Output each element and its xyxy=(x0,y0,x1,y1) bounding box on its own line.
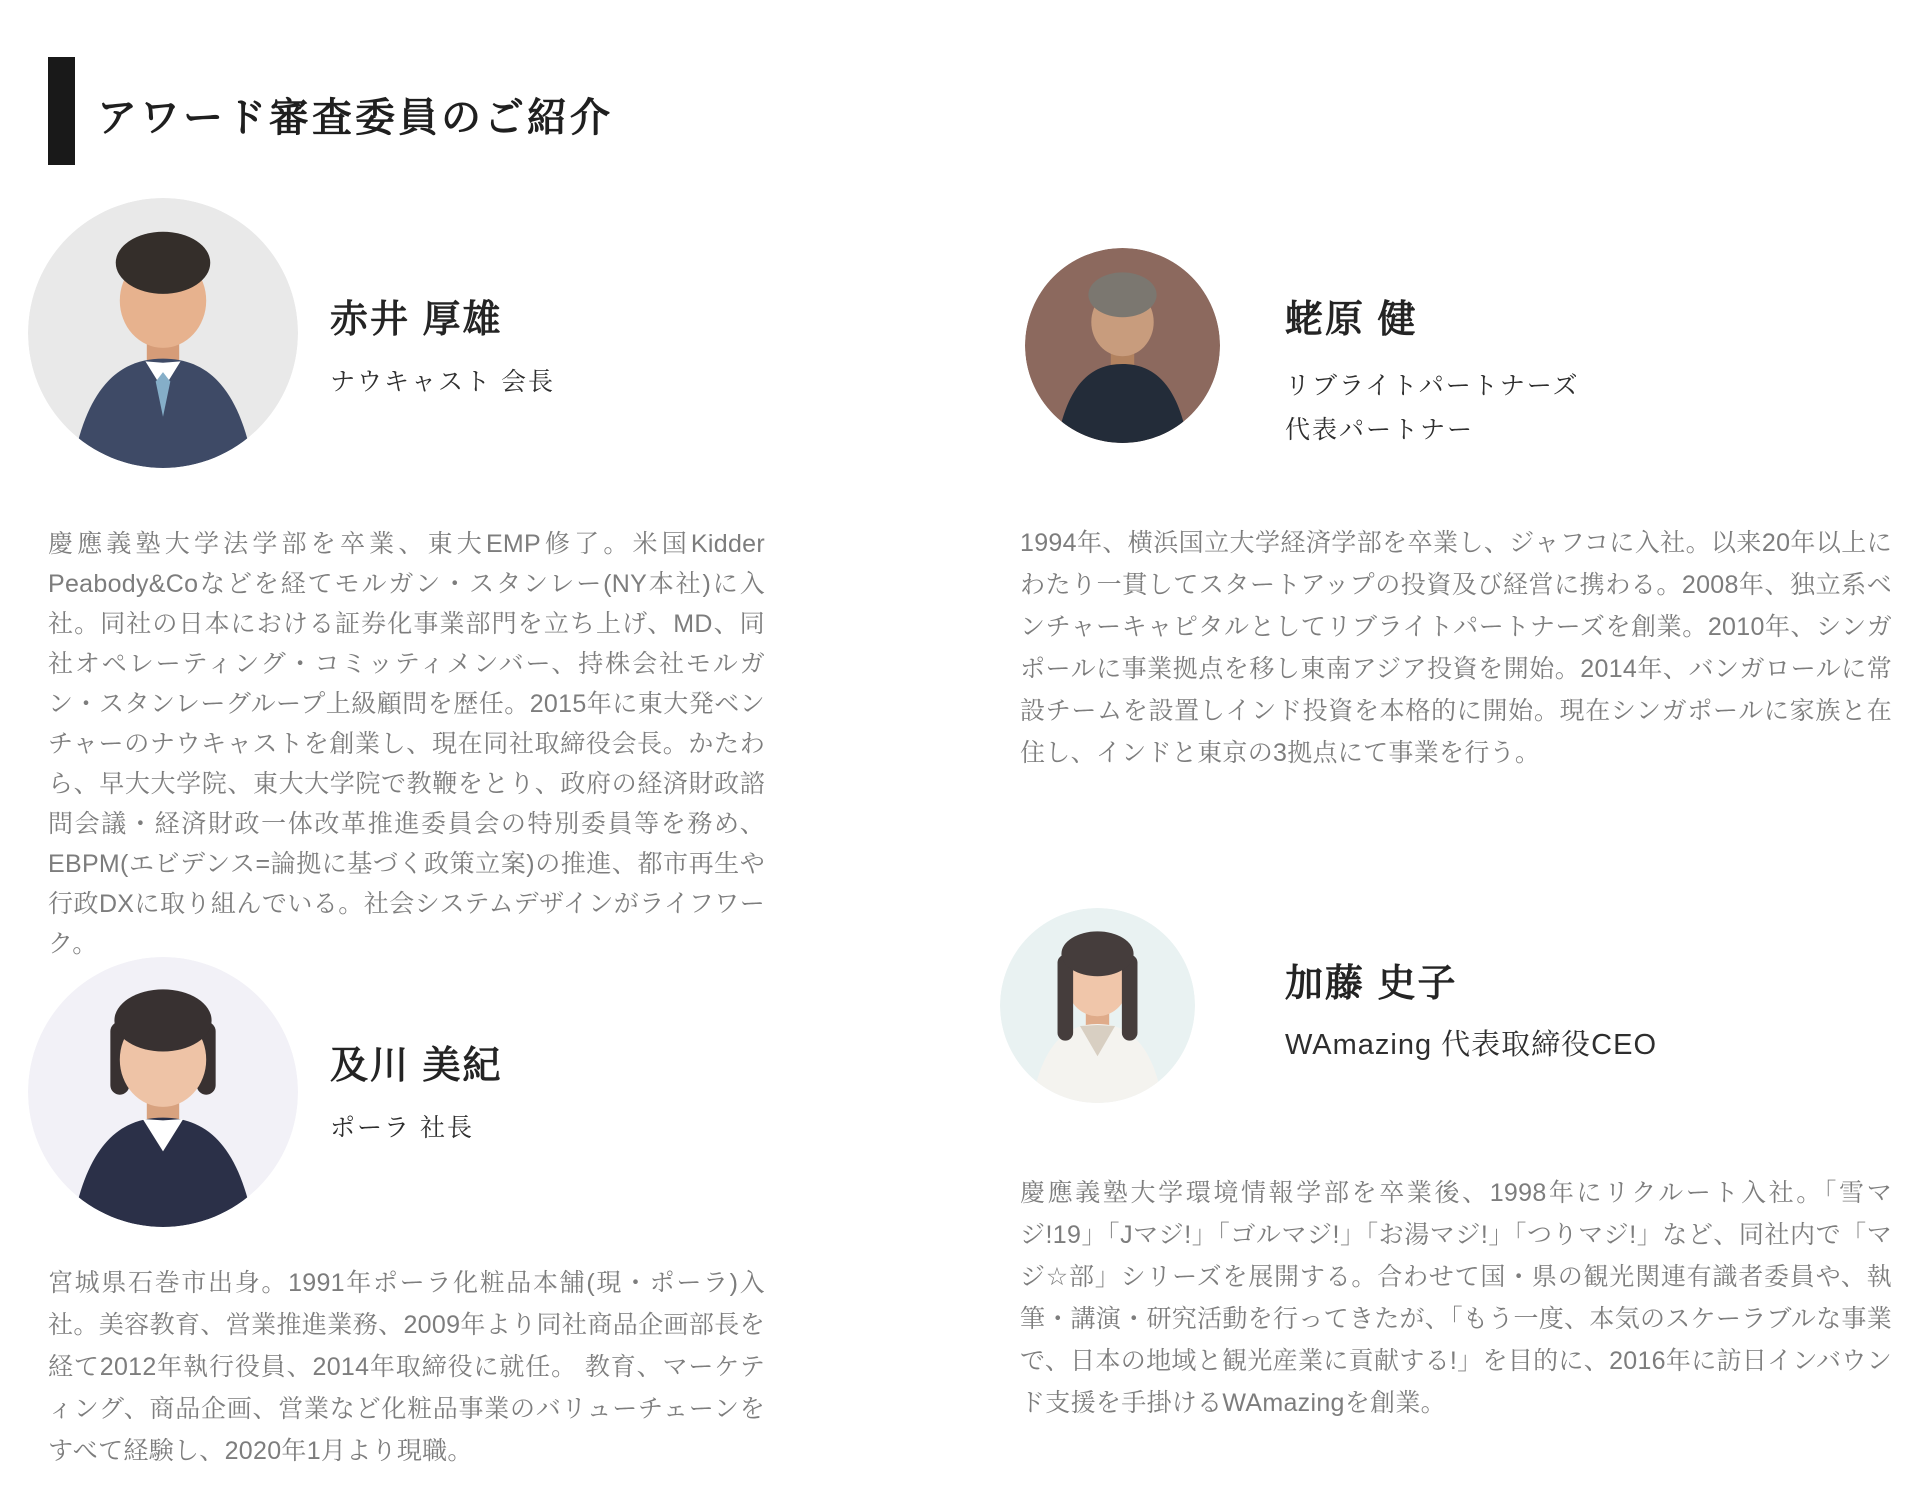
member-2-photo xyxy=(1025,248,1220,443)
member-1-bio: 慶應義塾大学法学部を卒業、東大EMP修了。米国Kidder Peabody&Coなどを経てモルガン・スタンレー(NY本社)に入社。同社の日本における証券化事業部門を立ち上げ、MD、同社オペレーティング・コミッティメンバー、持株会社モルガン・スタンレーグループ上級顧問を歴任。2015年に東大発ベンチャーのナウキャストを創業し、現在同社取締役会長。かたわら、早大大学院、東大大学院で教鞭をとり、政府の経済財政諮問会議・経済財政一体改革推進委員会の特別委員等を務め、EBPM(エビデンス=論拠に基づく政策立案)の推進、都市再生や行政DXに取り組んでいる。社会システムデザインがライフワーク。 xyxy=(48,530,765,958)
portrait-man-gray-hair xyxy=(1025,248,1220,443)
member-4-name: 加藤 史子 xyxy=(1285,963,1458,1005)
member-3-name: 及川 美紀 xyxy=(330,1045,503,1087)
member-3-photo xyxy=(28,957,298,1227)
portrait-woman-long-hair xyxy=(1000,908,1195,1103)
page-title: アワード審査委員のご紹介 xyxy=(97,96,613,140)
member-1-name: 赤井 厚雄 xyxy=(330,299,503,341)
member-4-photo xyxy=(1000,908,1195,1103)
member-2-role-line2: 代表パートナー xyxy=(1285,416,1475,444)
member-3-bio: 宮城県石巻市出身。1991年ポーラ化粧品本舗(現・ポーラ)入社。美容教育、営業推進業務、2009年より同社商品企画部長を経て2012年執行役員、2014年取締役に就任。 教育、マーケティング、商品企画、営業など化粧品事業のバリューチェーンをすべて経験し、2020年1月より現職。 xyxy=(48,1269,765,1465)
member-1-photo xyxy=(28,198,298,468)
member-2-bio: 1994年、横浜国立大学経済学部を卒業し、ジャフコに入社。以来20年以上にわたり一貫してスタートアップの投資及び経営に携わる。2008年、独立系ベンチャーキャピタルとしてリブライトパートナーズを創業。2010年、シンガポールに事業拠点を移し東南アジア投資を開始。2014年、バンガロールに常設チームを設置しインド投資を本格的に開始。現在シンガポールに家族と在住し、インドと東京の3拠点にて事業を行う。 xyxy=(1020,529,1892,767)
heading-accent-bar xyxy=(48,57,75,165)
member-2-name: 蛯原 健 xyxy=(1285,299,1418,341)
portrait-woman-bob-hair xyxy=(28,957,298,1227)
member-2-role-line1: リブライトパートナーズ xyxy=(1285,372,1580,400)
member-3-role: ポーラ 社長 xyxy=(330,1114,474,1142)
member-2-role xyxy=(1285,364,1580,452)
member-4-bio: 慶應義塾大学環境情報学部を卒業後、1998年にリクルート入社。「雪マジ!19」「Jマジ!」「ゴルマジ!」「お湯マジ!」「つりマジ!」など、同社内で「マジ☆部」シリーズを展開する。合わせて国・県の観光関連有識者委員や、執筆・講演・研究活動を行ってきたが、「もう一度、本気のスケーラブルな事業で、日本の地域と観光産業に貢献する!」を目的に、2016年に訪日インバウンド支援を手掛けるWAmazingを創業。 xyxy=(1020,1179,1893,1417)
member-1-role: ナウキャスト 会長 xyxy=(330,368,555,396)
member-4-role: WAmazing 代表取締役CEO xyxy=(1285,1029,1658,1061)
portrait-man-navy-suit xyxy=(28,198,298,468)
